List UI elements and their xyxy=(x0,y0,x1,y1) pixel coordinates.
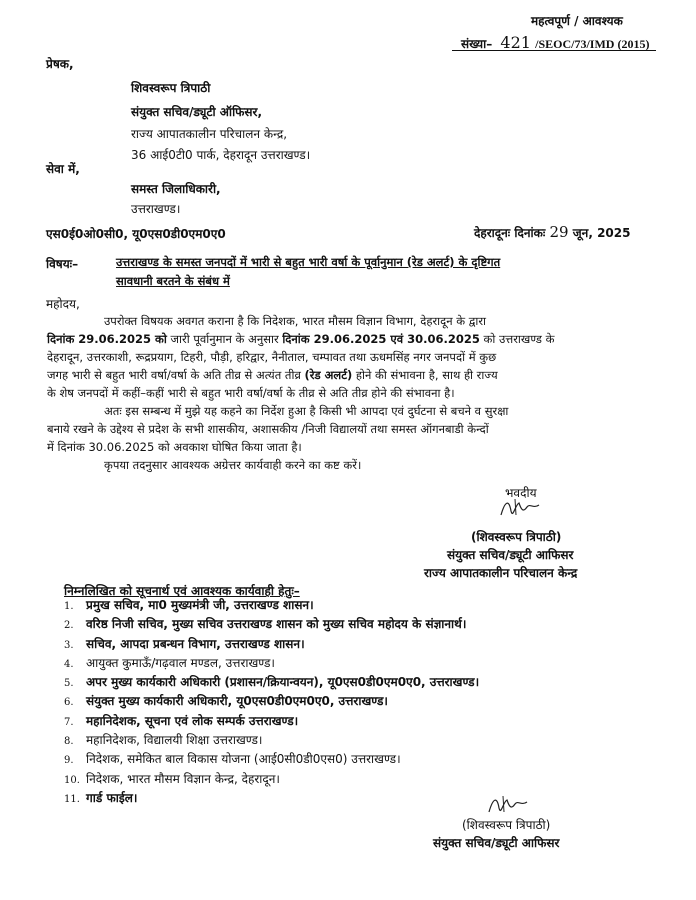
recipient-label: सेवा में, xyxy=(46,162,80,176)
subject-line-2: सावधानी बरतने के संबंध में xyxy=(116,274,230,288)
closing: भवदीय xyxy=(505,486,537,500)
sender-label: प्रेषक, xyxy=(46,57,74,71)
date-rest: जून, 2025 xyxy=(572,226,631,240)
cc-heading: निम्नलिखित को सूचनार्थ एवं आवश्यक कार्यवाही हेतुः– xyxy=(64,584,300,598)
sender-name: शिवस्वरूप त्रिपाठी xyxy=(131,81,211,95)
recipient-name: समस्त जिलाधिकारी, xyxy=(131,182,221,196)
signatory-office: राज्य आपातकालीन परिचालन केन्द्र xyxy=(424,566,578,580)
signatory-designation: संयुक्त सचिव/ड्यूटी आफिसर xyxy=(447,548,574,562)
para1-line3: देहरादून, उत्तरकाशी, रूद्रप्रयाग, टिहरी, पौड़ी, हरिद्वार, नैनीताल, चम्पावत तथा ऊधमसिंह नगर जनपदों में कुछ xyxy=(47,350,497,364)
section-code: एस0ई0ओ0सी0, यू0एस0डी0एम0ए0 xyxy=(46,227,226,241)
sender-office: राज्य आपातकालीन परिचालन केन्द्र, xyxy=(131,127,288,141)
signatory-designation-2: संयुक्त सचिव/ड्यूटी आफिसर xyxy=(433,836,560,850)
subject-label: विषयः– xyxy=(46,257,79,271)
signatory-name-2: (शिवस्वरूप त्रिपाठी) xyxy=(462,818,551,832)
signature-scribble-2 xyxy=(485,792,531,818)
cc-item: 1. प्रमुख सचिव, मा0 मुख्यमंत्री जी, उत्तराखण्ड शासन। xyxy=(64,598,314,612)
para2-line1: अतः इस सम्बन्ध में मुझे यह कहने का निर्देश हुआ है किसी भी आपदा एवं दुर्घटना से बचने व सुरक्षा xyxy=(104,404,509,418)
letter-date xyxy=(474,223,630,241)
cc-item: 10. निदेशक, भारत मौसम विज्ञान केन्द्र, देहरादून। xyxy=(64,771,280,786)
reference-suffix: /SEOC/73/IMD (2015) xyxy=(535,37,650,51)
sender-address: 36 आई0टी0 पार्क, देहरादून उत्तराखण्ड। xyxy=(131,148,311,162)
sender-designation: संयुक्त सचिव/ड्यूटी ऑफिसर, xyxy=(131,105,263,119)
para2-line2: बनाये रखने के उद्देश्य से प्रदेश के सभी शासकीय, अशासकीय /निजी विद्यालयों तथा समस्त ऑगनबाडी केन्दों xyxy=(47,422,489,436)
cc-item: 3. सचिव, आपदा प्रबन्धन विभाग, उत्तराखण्ड शासन। xyxy=(64,636,305,651)
cc-item: 4. आयुक्त कुमाऊँ/गढ़वाल मण्डल, उत्तराखण्ड। xyxy=(64,655,275,670)
cc-item: 5. अपर मुख्य कार्यकारी अधिकारी (प्रशासन/क्रियान्वयन), यू0एस0डी0एम0ए0, उत्तराखण्ड। xyxy=(64,675,480,690)
reference-number-value: 421 xyxy=(500,33,531,52)
signatory-name: (शिवस्वरूप त्रिपाठी) xyxy=(471,530,562,544)
para3: कृपया तदनुसार आवश्यक अग्रेत्तर कार्यवाही करने का कष्ट करें। xyxy=(104,458,362,472)
date-label: देहरादूनः दिनांकः xyxy=(474,226,546,240)
signature-scribble xyxy=(497,495,543,521)
para1-line4: जगह भारी से बहुत भारी वर्षा/वर्षा के अति तीव्र से अत्यंत तीव्र (रेड अलर्ट) होने की संभावना है, साथ ही राज्य xyxy=(47,368,498,382)
reference-underline xyxy=(452,50,656,51)
cc-item: 7. महानिदेशक, सूचना एवं लोक सम्पर्क उत्तराखण्ड। xyxy=(64,713,299,728)
para1-line1: उपरोक्त विषयक अवगत कराना है कि निदेशक, भारत मौसम विज्ञान विभाग, देहरादून के द्वारा xyxy=(104,314,487,328)
cc-item: 2. वरिष्ठ निजी सचिव, मुख्य सचिव उत्तराखण्ड शासन को मुख्य सचिव महोदय के संज्ञानार्थ। xyxy=(64,617,467,632)
cc-item: 11. गार्ड फाईल। xyxy=(64,790,138,805)
salutation: महोदय, xyxy=(46,297,80,311)
reference-label: संख्या– xyxy=(461,37,493,51)
subject-line-1: उत्तराखण्ड के समस्त जनपदों में भारी से बहुत भारी वर्षा के पूर्वानुमान (रेड अलर्ट) के दृष्टिगत xyxy=(116,255,501,269)
priority-label: महत्वपूर्ण / आवश्यक xyxy=(531,14,623,28)
date-day: 29 xyxy=(549,223,569,241)
cc-item: 9. निदेशक, समेकित बाल विकास योजना (आई0सी0डी0एस0) उत्तराखण्ड। xyxy=(64,752,401,767)
recipient-place: उत्तराखण्ड। xyxy=(131,202,181,216)
cc-list xyxy=(64,596,479,808)
cc-item: 8. महानिदेशक, विद्यालयी शिक्षा उत्तराखण्ड। xyxy=(64,733,263,748)
para2-line3: में दिनांक 30.06.2025 को अवकाश घोषित किया जाता है। xyxy=(47,440,302,454)
para1-line5: के शेष जनपदों में कहीं–कहीं भारी से बहुत भारी वर्षा/वर्षा के तीव्र से अति तीव्र होने की संभावना है। xyxy=(47,386,455,400)
para1-line2: दिनांक 29.06.2025 को जारी पूर्वानुमान के अनुसार दिनांक 29.06.2025 एवं 30.06.2025 को उत्तराखण्ड के xyxy=(47,332,555,346)
cc-item: 6. संयुक्त मुख्य कार्यकारी अधिकारी, यू0एस0डी0एम0ए0, उत्तराखण्ड। xyxy=(64,694,388,709)
